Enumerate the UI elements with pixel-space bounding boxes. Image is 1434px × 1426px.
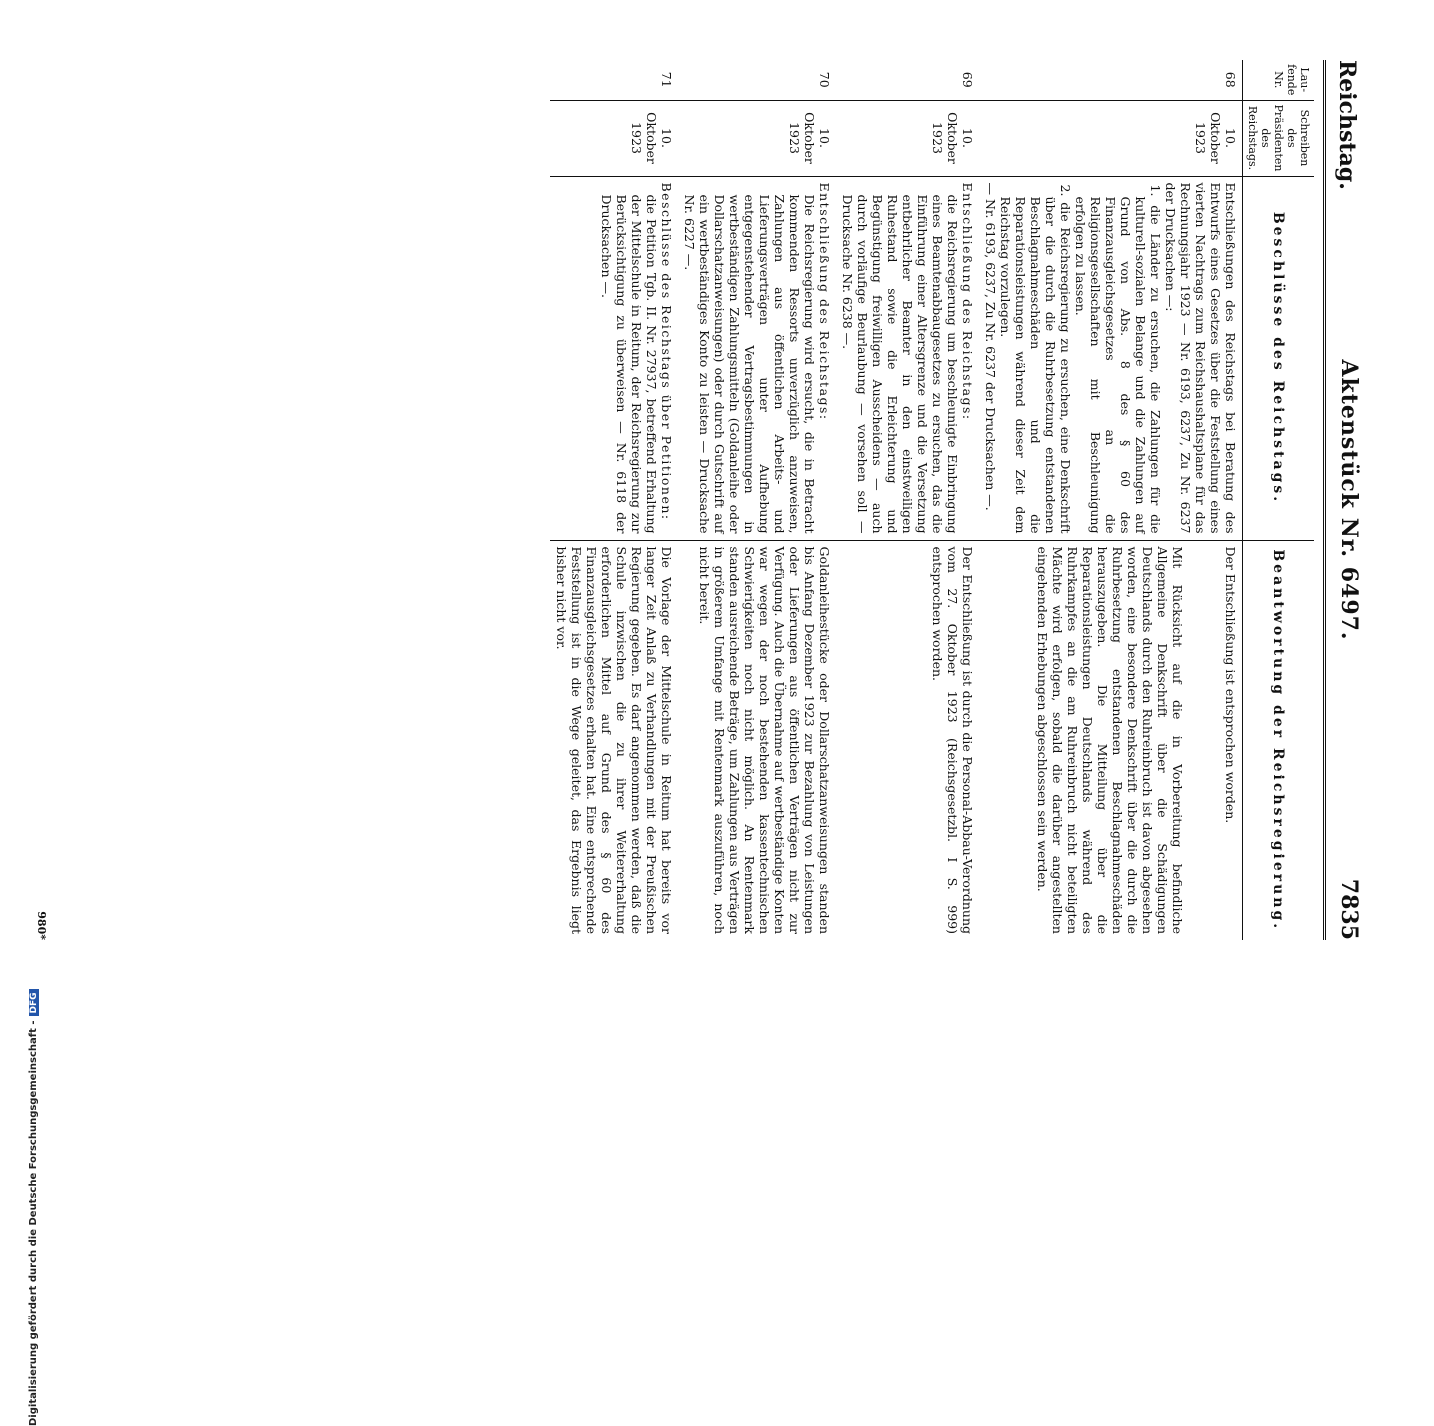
row-nr: 68 — [1223, 71, 1238, 88]
antwort-text: Die Vorlage der Mittelschule in Reitum hat bereits vor langer Zeit Anlaß zu Verhandlungen mit der Preußischen Regierung gegeben. Es darf angenommen werden, daß die Schule inzwischen die zu ihrer Weitererhaltung erforderlichen Mittel auf Grund des § 60 des Finanzausgleichsgesetzes erhalten hat. Eine entsprechende Feststellung ist in die Wege geleitet, das Ergebnis liegt bisher nicht vor. — [554, 546, 674, 934]
signature-mark: 980* — [35, 911, 48, 940]
row-antwort — [836, 540, 979, 940]
document-body — [68, 60, 1368, 940]
row-antwort — [550, 540, 678, 940]
antwort-text: Der Entschließung ist durch die Personal-Abbau-Verordnung vom 27. Oktober 1923 (Reichsgesetzbl. I S. 999) entsprochen worden. — [930, 546, 975, 934]
beschluss-intro: Entschließungen des Reichstags bei Beratung des Entwurfs eines Gesetzes über die Feststellung eines vierten Nachtrags zum Reichshaushaltsplane für das Rechnungsjahr 1923 — Nr. 6193, 6237, Zu Nr. 6237 der Drucksachen —: — [1163, 182, 1238, 534]
row-date: 10. Oktober 1923 — [979, 100, 1243, 176]
digitization-credit — [28, 426, 39, 1426]
row-nr: 71 — [659, 71, 674, 88]
resolutions-table — [550, 60, 1314, 940]
page-number: 7835 — [1336, 878, 1362, 940]
table-row — [979, 60, 1243, 940]
header-left: Reichstag. — [1334, 60, 1360, 190]
row-date: 10. Oktober 1923 — [836, 100, 979, 176]
row-date: 10. Oktober 1923 — [678, 100, 836, 176]
beschluss-reference: — Nr. 6193, 6237, Zu Nr. 6237 der Drucksachen —. — [983, 182, 998, 511]
beschluss-body: die Petition Tgb. II. Nr. 27937, betreffend Erhaltung der Mittelschule in Reitum, der Reichsregierung zur Berücksichtigung zu überweisen — Nr. 6118 der Drucksachen —. — [599, 194, 659, 534]
beschluss-item: 1. die Länder zu ersuchen, die Zahlungen für die kulturell-sozialen Belange und die Zahlungen auf Grund von Abs. 8 des § 60 des Finanzausgleichsgesetzes an die Religionsgesellschaften mit Beschleunigung erfolgen zu lassen. — [1073, 184, 1163, 534]
row-antwort — [979, 540, 1243, 940]
beschluss-item: 2. die Reichsregierung zu ersuchen, eine Denkschrift über die durch die Ruhrbesetzung entstandenen Beschlagnahmeschäden und die Reparationsleistungen während dieser Zeit dem Reichstag vorzulegen. — [998, 184, 1073, 534]
col-header-beschluesse: Beschlüsse des Reichstags. — [1243, 176, 1315, 540]
row-nr: 69 — [960, 71, 975, 88]
beschluss-body: Die Reichsregierung wird ersucht, die in Betracht kommenden Ressorts unverzüglich anzuweisen, Zahlungen aus öffentlichen Arbeits- und Lieferungsverträgen unter Aufhebung entgegenstehender Vertragsbestimmungen in wertbeständigen Zahlungsmitteln (Goldanleihe oder Dollarschatzanweisungen) oder durch Gutschrift auf ein wertbeständiges Konto zu leisten — Drucksache Nr. 6227 —. — [682, 194, 817, 534]
antwort-text: Mit Rücksicht auf die in Vorbereitung befindliche Allgemeine Denkschrift über die Schädigungen Deutschlands durch den Ruhreinbruch ist davon abgesehen worden, eine besondere Denkschrift über die durch die Ruhrbesetzung entstandenen Beschlagnahmeschäden herauszugeben. Die Mitteilung über die Reparationsleistungen Deutschlands während des Ruhrkampfes an die am Ruhreinbruch nicht beteiligten Mächte wird erfolgen, sobald die darüber angestellten eingehenden Erhebungen abgeschlossen sein werden. — [1035, 546, 1185, 934]
row-beschluss — [550, 176, 678, 540]
beschluss-intro: Beschlüsse des Reichstags über Petitionen: — [659, 182, 674, 521]
row-nr: 70 — [817, 71, 832, 88]
row-beschluss — [678, 176, 836, 540]
table-row — [550, 60, 678, 940]
row-beschluss — [979, 176, 1243, 540]
header-title: Aktenstück Nr. 6497. — [1336, 359, 1362, 641]
row-antwort — [678, 540, 836, 940]
dfg-logo-icon: DFG — [29, 989, 39, 1016]
col-header-nr: Lau- fende Nr. — [1243, 60, 1315, 100]
table-row — [836, 60, 979, 940]
header-rule — [1323, 60, 1326, 940]
beschluss-intro: Entschließung des Reichstags: — [817, 182, 832, 421]
table-header-row — [1243, 60, 1315, 940]
table-row — [678, 60, 836, 940]
beschluss-intro: Entschließung des Reichstags: — [960, 182, 975, 421]
row-date: 10. Oktober 1923 — [550, 100, 678, 176]
page-header — [1328, 60, 1368, 940]
antwort-text: Goldanleihestücke oder Dollarschatzanweisungen standen bis Anfang Dezember 1923 zur Bezahlung von Leistungen oder Lieferungen aus öffentlichen Verträgen nicht zur Verfügung. Auch die Übernahme auf wertbeständige Konten war wegen der noch bestehenden kassentechnischen Schwierigkeiten noch nicht möglich. An Rentenmark standen ausreichende Beträge, um Zahlungen aus Verträgen in größerem Umfange mit Rentenmark auszuführen, noch nicht bereit. — [697, 546, 832, 934]
antwort-text: Der Entschließung ist entsprochen worden. — [1223, 546, 1238, 824]
credit-text: Digitalisierung gefördert durch die Deutsche Forschungsgemeinschaft - — [28, 1020, 39, 1426]
beschluss-body: die Reichsregierung um beschleunigte Einbringung eines Beamtenabbaugesetzes zu ersuchen, das die Einführung einer Altersgrenze und die Versetzung entbehrlicher Beamter in den einstweiligen Ruhestand sowie die Erleichterung und Begünstigung freiwilligen Ausscheidens — auch durch vorläufige Beurlaubung — vorsehen soll — Drucksache Nr. 6238 —. — [840, 194, 960, 534]
col-header-antwort: Beantwortung der Reichsregierung. — [1243, 540, 1315, 940]
row-beschluss — [836, 176, 979, 540]
col-header-date: Schreiben des Präsidenten des Reichstags. — [1243, 100, 1315, 176]
